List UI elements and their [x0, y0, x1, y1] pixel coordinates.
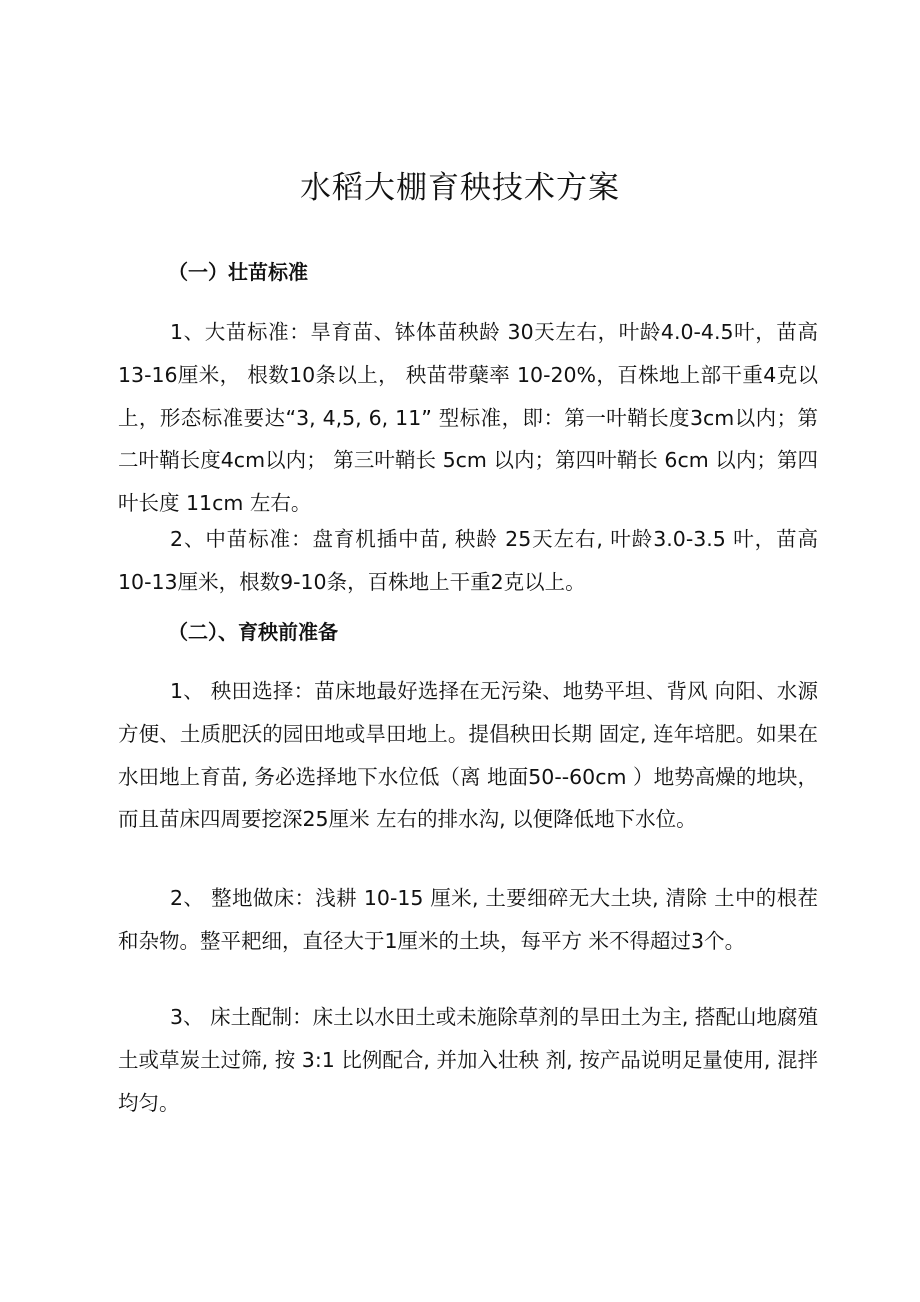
paragraph-large-seedling-standard: [118, 311, 818, 525]
paragraph-medium-seedling-standard: [118, 518, 818, 604]
paragraph-land-preparation: [118, 877, 818, 963]
paragraph-text: 1、大苗标准：旱育苗、钵体苗秧龄 30天左右，叶龄4.0-4.5叶，苗高13-16厘米， 根数10条以上， 秧苗带蘖率 10-20%，百株地上部干重4克以上，形态标准要达“3, 4,5, 6, 11” 型标准，即：第一叶鞘长度3cm以内；第二叶鞘长度4cm以内； 第三叶鞘长 5cm 以内；第四叶鞘长 6cm 以内；第四叶长度 11cm 左右。: [118, 320, 818, 516]
paragraph-text: 1、 秧田选择：苗床地最好选择在无污染、地势平坦、背风 向阳、水源方便、土质肥沃的园田地或旱田地上。提倡秧田长期 固定, 连年培肥。如果在水田地上育苗, 务必选择地下水位低（离 地面50--60cm ）地势高燥的地块，而且苗床四周要挖深25厘米 左右的排水沟, 以便降低地下水位。: [118, 679, 818, 832]
paragraph-text: 2、 整地做床：浅耕 10-15 厘米, 土要细碎无大土块, 清除 土中的根茬和杂物。整平耙细，直径大于1厘米的土块，每平方 米不得超过3个。: [118, 886, 818, 953]
document-title: 水稻大棚育秧技术方案: [300, 169, 620, 206]
paragraph-bed-soil-preparation: [118, 996, 818, 1124]
paragraph-seedbed-selection: [118, 670, 818, 841]
paragraph-text: 2、中苗标准：盘育机插中苗, 秧龄 25天左右, 叶龄3.0-3.5 叶，苗高10-13厘米，根数9-10条，百株地上干重2克以上。: [118, 527, 818, 594]
paragraph-text: 3、 床土配制：床土以水田土或未施除草剂的旱田土为主, 搭配山地腐殖土或草炭土过筛, 按 3:1 比例配合, 并加入壮秧 剂, 按产品说明足量使用, 混拌均匀。: [118, 1005, 818, 1115]
section-heading-1: （一）壮苗标准: [168, 260, 308, 284]
section-heading-2: （二）、育秧前准备: [168, 620, 338, 644]
